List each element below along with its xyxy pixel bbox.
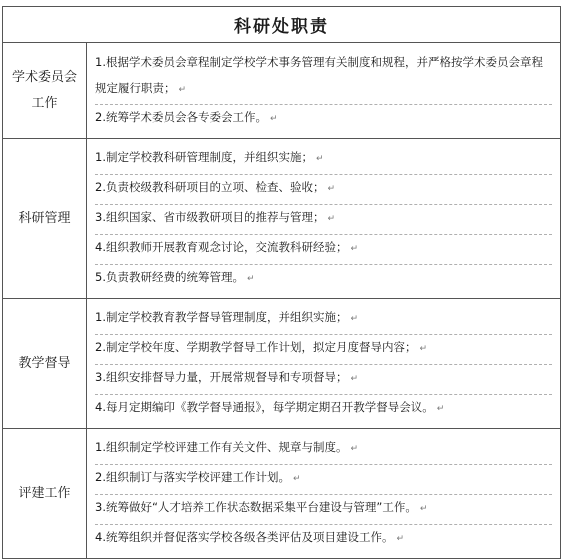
duty-text: 1.组织制定学校评建工作有关文件、规章与制度。 — [95, 440, 348, 454]
paragraph-mark-icon: ↵ — [350, 314, 359, 324]
duty-text: 3.组织国家、省市级教研项目的推荐与管理； — [95, 210, 325, 224]
duties-table — [2, 6, 561, 559]
paragraph-mark-icon: ↵ — [269, 114, 278, 124]
category-cell — [3, 43, 87, 139]
paragraph-mark-icon: ↵ — [419, 344, 428, 354]
category-label-academic-committee: 学术委员会工作 — [11, 69, 77, 111]
paragraph-mark-icon: ↵ — [350, 244, 359, 254]
duty-item — [95, 175, 552, 205]
table-title: 科研处职责 — [3, 7, 561, 43]
duty-text: 1.根据学术委员会章程制定学校学术事务管理有关制度和规程，并严格按学术委员会章程规定履行职责； — [95, 55, 543, 95]
category-label-research-management: 科研管理 — [18, 210, 71, 226]
items-cell — [87, 139, 561, 299]
category-cell — [3, 139, 87, 299]
duty-item — [95, 235, 552, 265]
duty-item — [95, 205, 552, 235]
section-row-evaluation-construction — [3, 429, 561, 559]
section-row-research-management — [3, 139, 561, 299]
duty-text: 3.组织安排督导力量，开展常规督导和专项督导； — [95, 370, 348, 384]
duty-text: 5.负责教研经费的统筹管理。 — [95, 270, 244, 284]
items-cell — [87, 429, 561, 559]
duties-table-container — [2, 6, 560, 559]
paragraph-mark-icon: ↵ — [436, 404, 445, 414]
duty-item — [95, 365, 552, 395]
items-cell — [87, 43, 561, 139]
category-cell — [3, 429, 87, 559]
paragraph-mark-icon: ↵ — [419, 504, 428, 514]
duty-item — [95, 395, 552, 424]
duty-text: 2.负责校级教科研项目的立项、检查、验收； — [95, 180, 325, 194]
duty-item — [95, 495, 552, 525]
duty-text: 4.组织教师开展教育观念讨论，交流教科研经验； — [95, 240, 348, 254]
duty-item — [95, 435, 552, 465]
paragraph-mark-icon: ↵ — [327, 184, 336, 194]
paragraph-mark-icon: ↵ — [246, 274, 255, 284]
duty-text: 2.统筹学术委员会各专委会工作。 — [95, 110, 267, 124]
duty-text: 3.统筹做好“人才培养工作状态数据采集平台建设与管理”工作。 — [95, 500, 417, 514]
duty-text: 1.制定学校教育教学督导管理制度，并组织实施； — [95, 310, 348, 324]
duty-text: 1.制定学校教科研管理制度，并组织实施； — [95, 150, 313, 164]
duty-item — [95, 49, 552, 105]
duty-text: 2.制定学校年度、学期教学督导工作计划，拟定月度督导内容； — [95, 340, 417, 354]
duty-item — [95, 335, 552, 365]
section-row-academic-committee — [3, 43, 561, 139]
duty-item — [95, 465, 552, 495]
duty-item — [95, 525, 552, 554]
paragraph-mark-icon: ↵ — [315, 154, 324, 164]
paragraph-mark-icon: ↵ — [327, 214, 336, 224]
paragraph-mark-icon: ↵ — [350, 374, 359, 384]
paragraph-mark-icon: ↵ — [396, 534, 405, 544]
duty-item — [95, 305, 552, 335]
duty-item — [95, 265, 552, 294]
duty-item — [95, 145, 552, 175]
duty-text: 2.组织制订与落实学校评建工作计划。 — [95, 470, 290, 484]
title-row — [3, 7, 561, 43]
section-row-teaching-supervision — [3, 299, 561, 429]
category-label-evaluation-construction: 评建工作 — [18, 485, 71, 501]
category-label-teaching-supervision: 教学督导 — [18, 355, 71, 371]
paragraph-mark-icon: ↵ — [292, 474, 301, 484]
duty-text: 4.每月定期编印《教学督导通报》，每学期定期召开教学督导会议。 — [95, 400, 434, 414]
category-cell — [3, 299, 87, 429]
items-cell — [87, 299, 561, 429]
duty-text: 4.统筹组织并督促落实学校各级各类评估及项目建设工作。 — [95, 530, 394, 544]
duty-item — [95, 105, 552, 134]
paragraph-mark-icon: ↵ — [350, 444, 359, 454]
paragraph-mark-icon: ↵ — [178, 85, 187, 95]
